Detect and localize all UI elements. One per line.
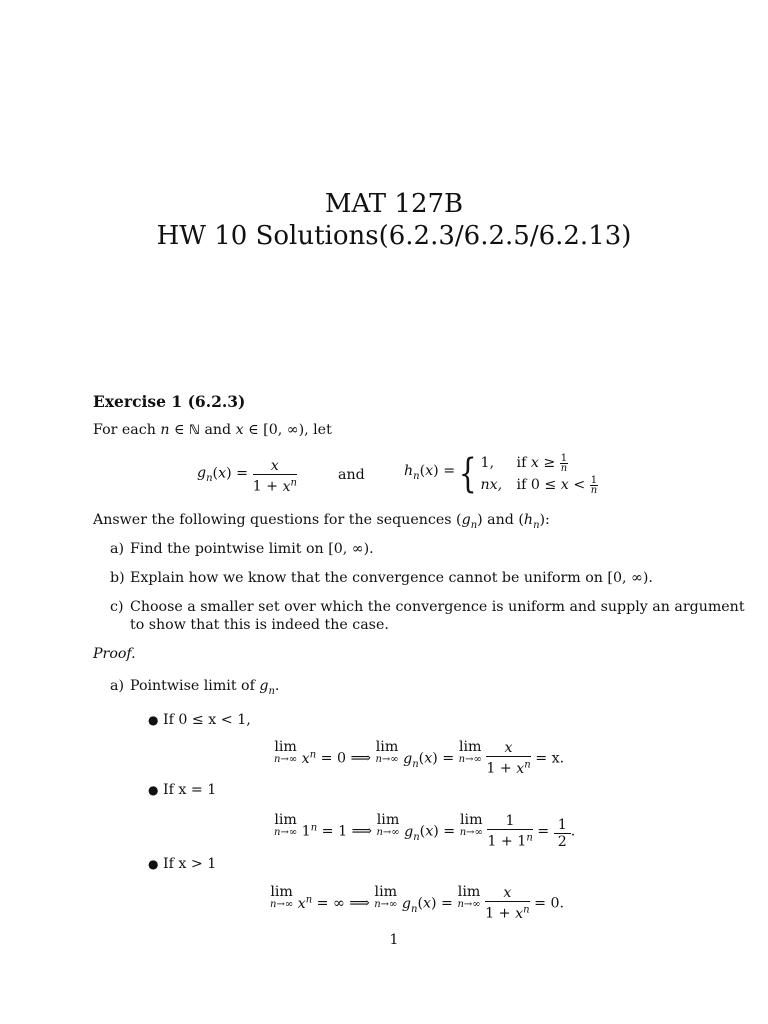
gn-definition: $g_n(x)$ = $\frac{x}{1 + x^n}$ [197,458,297,495]
question-c-text-cont: to show that this is indeed the case. [130,617,389,633]
proof-label: Proof. [93,646,136,662]
question-b-text: Explain how we know that the convergence cannot be uniform on [0, ∞). [130,570,653,586]
document-subtitle: HW 10 Solutions(6.2.3/6.2.5/6.2.13) [156,221,632,251]
answer-prompt: Answer the following questions for the sequences $(g_n)$ and $(h_n)$: [93,512,550,531]
part-a-heading: Pointwise limit of $g_n$. [130,678,280,697]
page-number: 1 [389,932,399,948]
question-c-label: c) [110,599,124,615]
hn-definition: $h_n(x)$ ={ 1, if x ≥ $\frac{1}{n}$ nx, if 0 ≤ x < $\frac{1}{n}$ [404,451,598,497]
exercise-heading: Exercise 1 (6.2.3) [93,392,246,411]
case-3-equation: lim n→∞ $x^n$ = ∞ ⟹ lim n→∞ $g_n(x) = \lim$ n→∞ $\frac{x}{1 + x^n}$ = 0. [270,884,564,922]
case-3-condition: ● If x > 1 [148,856,217,872]
case-1-equation: lim n→∞ $x^n = 0$ ⟹ lim n→∞ $g_n(x) = \lim$ n→∞ $\frac{x}{1 + x^n}$ = x. [274,739,565,777]
part-a-label: a) [110,678,124,694]
case-2-equation: lim n→∞ $1^n = 1$ ⟹ lim n→∞ $g_n(x) = \lim$ n→∞ $\frac{1}{1 + 1^n}$ = $\frac{1}{2}$ . [274,812,576,850]
question-a-label: a) [110,541,124,557]
case-1-condition: ● If 0 ≤ x < 1, [148,712,251,728]
question-b-label: b) [110,570,125,586]
question-a-text: Find the pointwise limit on [0, ∞). [130,541,374,557]
and-word: and [338,467,365,483]
exercise-intro: For each n ∈ ℕ and x ∈ [0, ∞), let [93,422,332,438]
case-2-condition: ● If x = 1 [148,782,217,798]
course-title: MAT 127B [324,189,464,219]
question-c-text: Choose a smaller set over which the convergence is uniform and supply an argument [130,599,745,615]
